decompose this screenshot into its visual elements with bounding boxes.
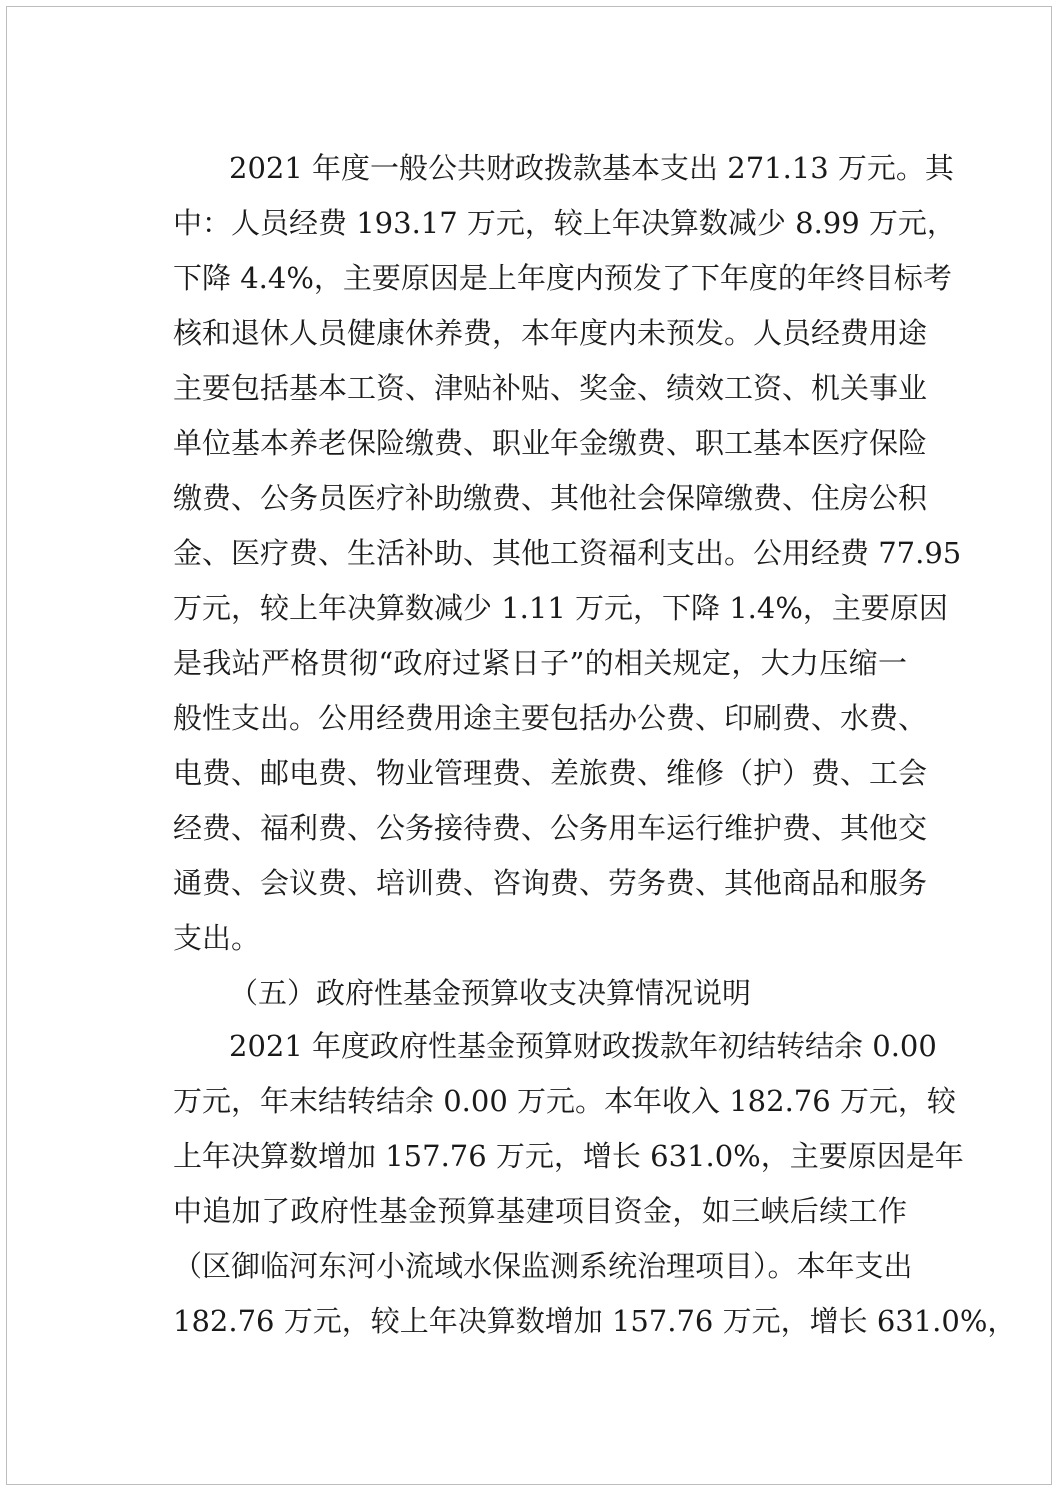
paragraph-1-line-11: 般性支出。公用经费用途主要包括办公费、印刷费、水费、: [173, 701, 928, 735]
paragraph-2-line-2: 万元，年末结转结余 0.00 万元。本年收入 182.76 万元，较: [173, 1084, 956, 1118]
section-heading: （五）政府性基金预算收支决算情况说明: [229, 976, 752, 1010]
paragraph-1-line-4: 核和退休人员健康休养费，本年度内未预发。人员经费用途: [173, 316, 928, 350]
paragraph-1-line-1: 2021 年度一般公共财政拨款基本支出 271.13 万元。其: [229, 151, 954, 185]
paragraph-1-line-7: 缴费、公务员医疗补助缴费、其他社会保障缴费、住房公积: [173, 481, 928, 515]
paragraph-1-line-2: 中：人员经费 193.17 万元，较上年决算数减少 8.99 万元，: [173, 206, 956, 240]
paragraph-2-line-6: 182.76 万元，较上年决算数增加 157.76 万元，增长 631.0%，: [173, 1304, 1017, 1338]
paragraph-2-line-5: （区御临河东河小流域水保监测系统治理项目）。本年支出: [173, 1249, 913, 1283]
paragraph-1-line-3: 下降 4.4%，主要原因是上年度内预发了下年度的年终目标考: [173, 261, 952, 295]
paragraph-2-line-4: 中追加了政府性基金预算基建项目资金，如三峡后续工作: [173, 1194, 907, 1228]
paragraph-1-line-12: 电费、邮电费、物业管理费、差旅费、维修（护）费、工会: [173, 756, 928, 790]
paragraph-2-line-3: 上年决算数增加 157.76 万元，增长 631.0%，主要原因是年: [173, 1139, 964, 1173]
paragraph-1-line-15: 支出。: [173, 921, 261, 955]
paragraph-1-line-13: 经费、福利费、公务接待费、公务用车运行维护费、其他交: [173, 811, 928, 845]
paragraph-1-line-10: 是我站严格贯彻“政府过紧日子”的相关规定，大力压缩一: [173, 646, 907, 680]
paragraph-2-line-1: 2021 年度政府性基金预算财政拨款年初结转结余 0.00: [229, 1029, 937, 1063]
page: [6, 6, 1052, 1485]
paragraph-1-line-14: 通费、会议费、培训费、咨询费、劳务费、其他商品和服务: [173, 866, 928, 900]
paragraph-1-line-8: 金、医疗费、生活补助、其他工资福利支出。公用经费 77.95: [173, 536, 962, 570]
paragraph-1-line-6: 单位基本养老保险缴费、职业年金缴费、职工基本医疗保险: [173, 426, 928, 460]
paragraph-1-line-5: 主要包括基本工资、津贴补贴、奖金、绩效工资、机关事业: [173, 371, 928, 405]
paragraph-1-line-9: 万元，较上年决算数减少 1.11 万元，下降 1.4%，主要原因: [173, 591, 948, 625]
